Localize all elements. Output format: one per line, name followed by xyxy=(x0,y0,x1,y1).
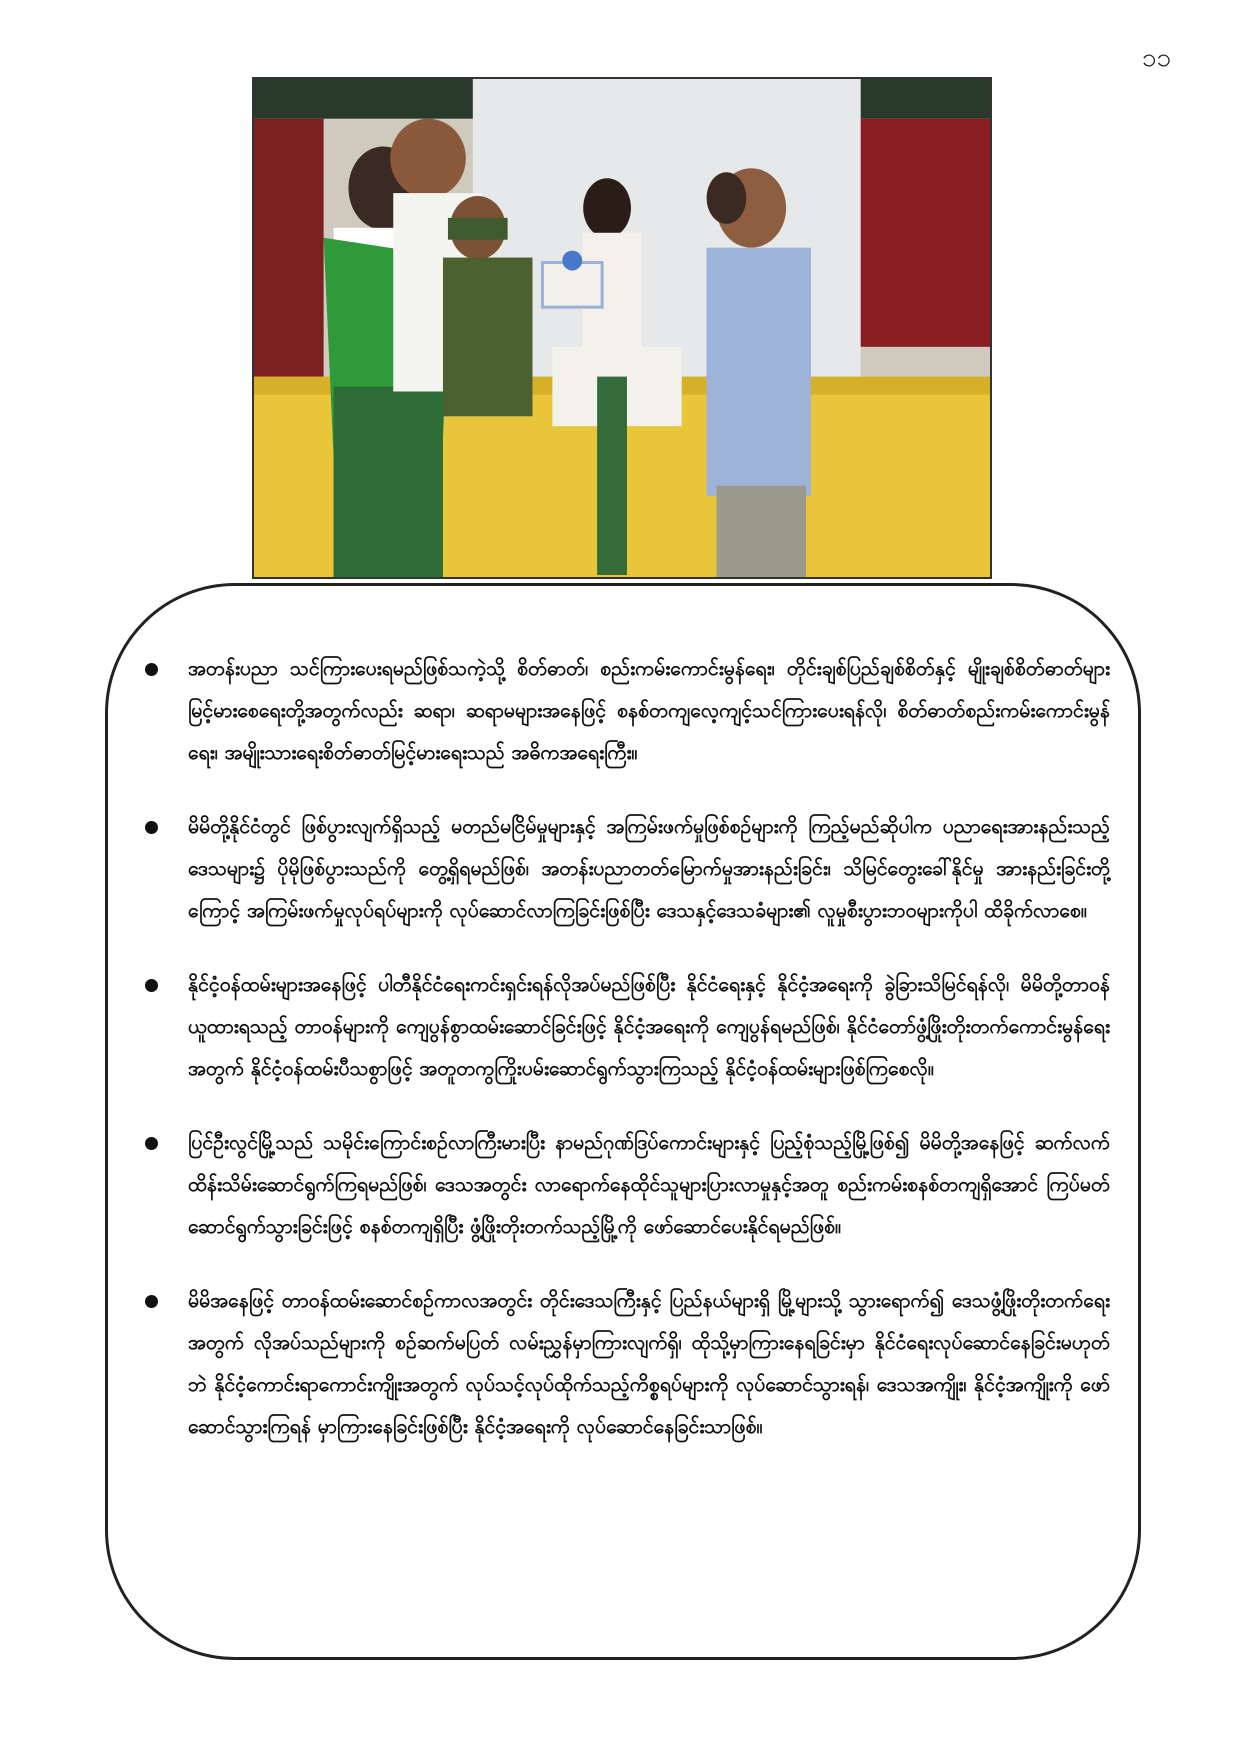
bullet-list xyxy=(145,648,1110,1480)
bullet-text: နိုင်ငံ့ဝန်ထမ်းများအနေဖြင့် ပါတီနိုင်ငံရေးကင်းရှင်းရန်လိုအပ်မည်ဖြစ်ပြီး နိုင်ငံရေးနှင့် နိုင်ငံ့အရေးကို ခွဲခြားသိမြင်ရန်လို၊ မိမိတို့တာဝန်ယူထားရသည့် တာဝန်များကို ကျေပွန်စွာထမ်းဆောင်ခြင်းဖြင့် နိုင်ငံ့အရေးကို ကျေပွန်ရမည်ဖြစ်၊ နိုင်ငံတော်ဖွံ့ဖြိုးတိုးတက်ကောင်းမွန်ရေးအတွက် နိုင်ငံ့ဝန်ထမ်းပီသစွာဖြင့် အတူတကွကြိုးပမ်းဆောင်ရွက်သွားကြသည့် နိုင်ငံ့ဝန်ထမ်းများဖြစ်ကြစေလို။ xyxy=(188,973,1110,1080)
bullet-text: ပြင်ဦးလွင်မြို့သည် သမိုင်းကြောင်းစဉ်လာကြီးမားပြီး နာမည်ဂုဏ်ဒြပ်ကောင်းများနှင့် ပြည့်စုံသည့်မြို့ဖြစ်၍ မိမိတို့အနေဖြင့် ဆက်လက်ထိန်းသိမ်းဆောင်ရွက်ကြရမည်ဖြစ်၊ ဒေသအတွင်း လာရောက်နေထိုင်သူများပြားလာမှုနှင့်အတူ စည်းကမ်းစနစ်တကျရှိအောင် ကြပ်မတ်ဆောင်ရွက်သွားခြင်းဖြင့် စနစ်တကျရှိပြီး ဖွံ့ဖြိုးတိုးတက်သည့်မြို့ကို ဖော်ဆောင်ပေးနိုင်ရမည်ဖြစ်။ xyxy=(188,1131,1110,1238)
bullet-dot-icon xyxy=(145,979,158,992)
bullet-text: မိမိတို့နိုင်ငံတွင် ဖြစ်ပွားလျက်ရှိသည့် မတည်မငြိမ်မှုများနှင့် အကြမ်းဖက်မှုဖြစ်စဉ်များကို ကြည့်မည်ဆိုပါက ပညာရေးအားနည်းသည့်ဒေသများ၌ ပိုမိုဖြစ်ပွားသည်ကို တွေ့ရှိရမည်ဖြစ်၊ အတန်းပညာတတ်မြောက်မှုအားနည်းခြင်း၊ သိမြင်တွေးခေါ်နိုင်မှု အားနည်းခြင်းတို့ကြောင့် အကြမ်းဖက်မှုလုပ်ရပ်များကို လုပ်ဆောင်လာကြခြင်းဖြစ်ပြီး ဒေသနှင့်ဒေသခံများ၏ လူမှုစီးပွားဘဝများကိုပါ ထိခိုက်လာစေ။ xyxy=(188,815,1110,922)
bullet-dot-icon xyxy=(145,821,158,834)
bullet-text: အတန်းပညာ သင်ကြားပေးရမည်ဖြစ်သကဲ့သို့ စိတ်ဓာတ်၊ စည်းကမ်းကောင်းမွန်ရေး၊ တိုင်းချစ်ပြည်ချစ်စိတ်နှင့် မျိုးချစ်စိတ်ဓာတ်များ မြင့်မားစေရေးတို့အတွက်လည်း ဆရာ၊ ဆရာမများအနေဖြင့် စနစ်တကျလေ့ကျင့်သင်ကြားပေးရန်လို၊ စိတ်ဓာတ်စည်းကမ်းကောင်းမွန်ရေး၊ အမျိုးသားရေးစိတ်ဓာတ်မြင့်မားရေးသည် အဓိကအရေးကြီး။ xyxy=(188,657,1110,764)
page-number: ၁၁ xyxy=(1141,43,1171,73)
bullet-item xyxy=(145,1122,1110,1248)
bullet-item xyxy=(145,964,1110,1090)
bullet-text: မိမိအနေဖြင့် တာဝန်ထမ်းဆောင်စဉ်ကာလအတွင်း တိုင်းဒေသကြီးနှင့် ပြည်နယ်များရှိ မြို့များသို့ သွားရောက်၍ ဒေသဖွံ့ဖြိုးတိုးတက်ရေးအတွက် လိုအပ်သည်များကို စဉ်ဆက်မပြတ် လမ်းညွှန်မှာကြားလျက်ရှိ၊ ထိုသို့မှာကြားနေရခြင်းမှာ နိုင်ငံရေးလုပ်ဆောင်နေခြင်းမဟုတ်ဘဲ နိုင်ငံ့ကောင်းရာကောင်းကျိုးအတွက် လုပ်သင့်လုပ်ထိုက်သည့်ကိစ္စရပ်များကို လုပ်ဆောင်သွားရန်၊ ဒေသအကျိုး၊ နိုင်ငံ့အကျိုးကို ဖော်ဆောင်သွားကြရန် မှာကြားနေခြင်းဖြစ်ပြီး နိုင်ငံ့အရေးကို လုပ်ဆောင်နေခြင်းသာဖြစ်။ xyxy=(188,1289,1110,1438)
bullet-item xyxy=(145,806,1110,932)
photo-illustration xyxy=(254,79,990,577)
bullet-item xyxy=(145,1280,1110,1448)
bullet-dot-icon xyxy=(145,663,158,676)
bullet-item xyxy=(145,648,1110,774)
bullet-dot-icon xyxy=(145,1295,158,1308)
bullet-dot-icon xyxy=(145,1137,158,1150)
event-photo xyxy=(252,77,992,579)
